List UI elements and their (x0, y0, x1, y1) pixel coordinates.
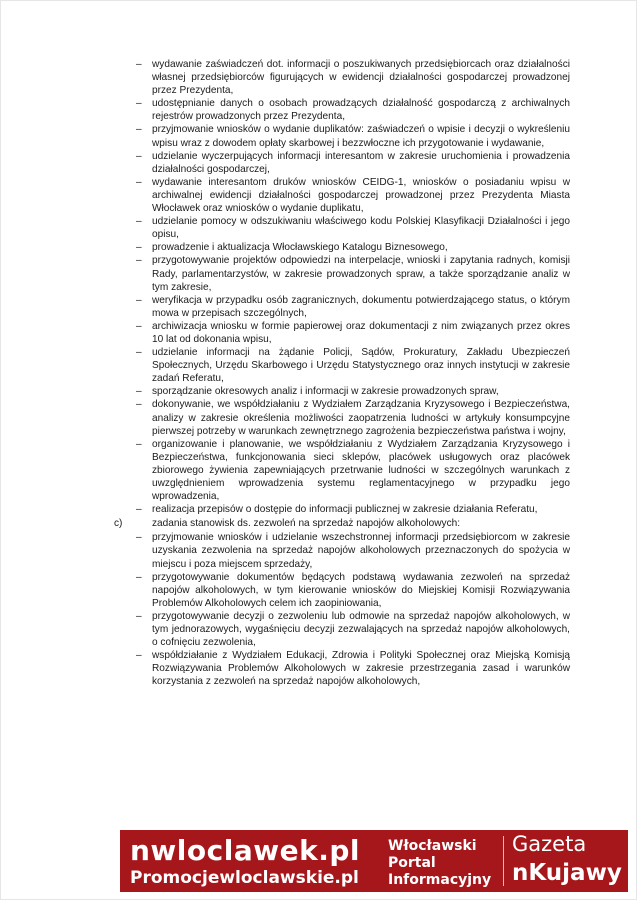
watermark-gazeta: Gazeta (512, 832, 587, 856)
list-item-text: udzielanie pomocy w odszukiwaniu właściwego kodu Polskiej Klasyfikacji Działalności i jego opisu, (152, 216, 570, 241)
list-item-text: przyjmowanie wniosków i udzielanie wszechstronnej informacji przedsiębiorcom w zakresie uzyskania zezwolenia na sprzedaż napojów alkoholowych przeznaczonych do spożycia w miejscu i poza miejscem sprzedaży, (152, 532, 570, 570)
bullet-dash: – (136, 98, 142, 110)
list-item (120, 398, 570, 437)
list-item (120, 241, 570, 254)
list-item (120, 150, 570, 176)
bullet-dash: – (136, 255, 142, 267)
bullet-dash: – (136, 216, 142, 228)
document-body (114, 58, 570, 689)
section-c-title: zadania stanowisk ds. zezwoleń na sprzedaż napojów alkoholowych: (152, 518, 461, 530)
watermark-site: nwloclawek.pl (130, 834, 360, 867)
list-item (120, 97, 570, 123)
list-item (120, 294, 570, 320)
list-item (120, 254, 570, 293)
list-item-text: przygotowywanie decyzji o zezwoleniu lub odmowie na sprzedaż napojów alkoholowych, w tym jednorazowych, wygaśnięciu decyzji zezwalających na sprzedaż napojów alkoholowych, o cofnięciu zezwolenia, (152, 610, 570, 649)
list-item-text: sporządzanie okresowych analiz i informacji w zakresie prowadzonych spraw, (152, 386, 499, 398)
list-item-text: prowadzenie i aktualizacja Włocławskiego Katalogu Biznesowego, (152, 242, 448, 254)
bullet-dash: – (136, 386, 142, 398)
list-item-text: udzielanie informacji na żądanie Policji, Sądów, Prokuratury, Zakładu Ubezpieczeń Społecznych, Urzędu Skarbowego i Urzędu Statystycznego oraz innych instytucji w zakresie zadań Referatu, (152, 347, 570, 385)
list-item (120, 123, 570, 149)
list-item (120, 346, 570, 385)
bullet-dash: – (136, 650, 142, 662)
list-item (120, 58, 570, 97)
watermark-portal-line: Włocławski (388, 838, 477, 854)
bullet-dash: – (136, 150, 142, 162)
list-item (120, 176, 570, 215)
list-item-text: udzielanie wyczerpujących informacji interesantom w zakresie uruchomienia i prowadzenia działalności gospodarczej, (152, 150, 570, 175)
watermark-banner (120, 830, 628, 892)
bullet-dash: – (136, 610, 142, 622)
watermark-portal-line: Portal (388, 855, 436, 871)
watermark-portal (388, 838, 506, 889)
section-c (114, 517, 570, 530)
bullet-dash: – (136, 242, 142, 254)
bullet-dash: – (136, 532, 142, 544)
list-item-text: udostępnianie danych o osobach prowadzących działalność gospodarczą z archiwalnych rejestrów prowadzonych przez Prezydenta, (152, 98, 570, 123)
list-item (120, 438, 570, 503)
task-list-b (120, 58, 570, 516)
list-item-text: wydawanie interesantom druków wniosków CEIDG-1, wniosków o posiadaniu wpisu w archiwalnej ewidencji działalności gospodarczej prowadzonej przez Prezydenta Miasta Włocławek oraz wniosków o wydanie duplikatu, (152, 176, 570, 215)
bullet-dash: – (136, 438, 142, 450)
bullet-dash: – (136, 504, 142, 516)
list-item-text: realizacja przepisów o dostępie do informacji publicznej w zakresie działania Referatu, (152, 504, 538, 516)
watermark-promo: Promocjewloclawskie.pl (130, 868, 359, 888)
list-item (120, 215, 570, 241)
bullet-dash: – (136, 59, 142, 70)
bullet-dash: – (136, 347, 142, 359)
list-item (120, 385, 570, 398)
list-item (120, 531, 570, 570)
bullet-dash: – (136, 124, 142, 136)
list-item (120, 610, 570, 649)
list-item (120, 320, 570, 346)
task-list-c (120, 531, 570, 688)
watermark-kujawy: nKujawy (512, 860, 622, 886)
list-item (120, 571, 570, 610)
bullet-dash: – (136, 571, 142, 583)
list-item-text: dokonywanie, we współdziałaniu z Wydziałem Zarządzania Kryzysowego i Bezpieczeństwa, analizy w zakresie określenia możliwości zaopatrzenia ludności w artykuły konsumpcyjne pierwszej potrzeby w warunkach zewnętrznego zagrożenia bezpieczeństwa państwa i wojny, (152, 399, 570, 437)
list-item-text: organizowanie i planowanie, we współdziałaniu z Wydziałem Zarządzania Kryzysowego i Bezpieczeństwa, funkcjonowania sieci sklepów, placówek usługowych oraz placówek zbiorowego żywienia zapewniających przetrwanie ludności w szczególnych warunkach z uwzględnieniem wprowadzenia systemu reglamentacyjnego w przypadku jego wprowadzenia, (152, 438, 570, 503)
list-item-text: archiwizacja wniosku w formie papierowej oraz dokumentacji z nim związanych przez okres 10 lat od dokonania wpisu, (152, 320, 570, 345)
list-item-text: przyjmowanie wniosków o wydanie duplikatów: zaświadczeń o wpisie i decyzji o wykreśleniu wpisu wraz z dowodem opłaty skarbowej i bezzwłoczne ich przygotowanie i wydawanie, (152, 124, 570, 149)
list-item (120, 503, 570, 516)
list-item-text: przygotowywanie projektów odpowiedzi na interpelacje, wnioski i zapytania radnych, komisji Rady, parlamentarzystów, w zakresie prowadzonych spraw, a także sporządzanie analiz w tym zakresie, (152, 255, 570, 293)
list-item-text: przygotowywanie dokumentów będących podstawą wydawania zezwoleń na sprzedaż napojów alkoholowych, w tym kierowanie wniosków do Miejskiej Komisji Rozwiązywania Problemów Alkoholowych celem ich zaopiniowania, (152, 571, 570, 609)
list-item-text: weryfikacja w przypadku osób zagranicznych, dokumentu potwierdzającego status, o którym mowa w przepisach szczególnych, (152, 294, 570, 319)
list-item-text: wydawanie zaświadczeń dot. informacji o poszukiwanych przedsiębiorcach oraz działalności własnej przedsiębiorców figurujących w ewidencji działalności gospodarczej prowadzonej przez Prezydenta, (152, 59, 570, 97)
bullet-dash: – (136, 320, 142, 332)
bullet-dash: – (136, 176, 142, 188)
list-item (120, 649, 570, 688)
watermark-divider (503, 836, 504, 886)
bullet-dash: – (136, 294, 142, 306)
list-item-text: współdziałanie z Wydziałem Edukacji, Zdrowia i Polityki Społecznej oraz Miejską Komisją Rozwiązywania Problemów Alkoholowych w zakresie przestrzegania zasad i warunków korzystania z zezwoleń na sprzedaż napojów alkoholowych, (152, 650, 570, 688)
bullet-dash: – (136, 399, 142, 411)
watermark-portal-line: Informacyjny (388, 872, 492, 888)
section-c-marker: c) (114, 518, 123, 530)
